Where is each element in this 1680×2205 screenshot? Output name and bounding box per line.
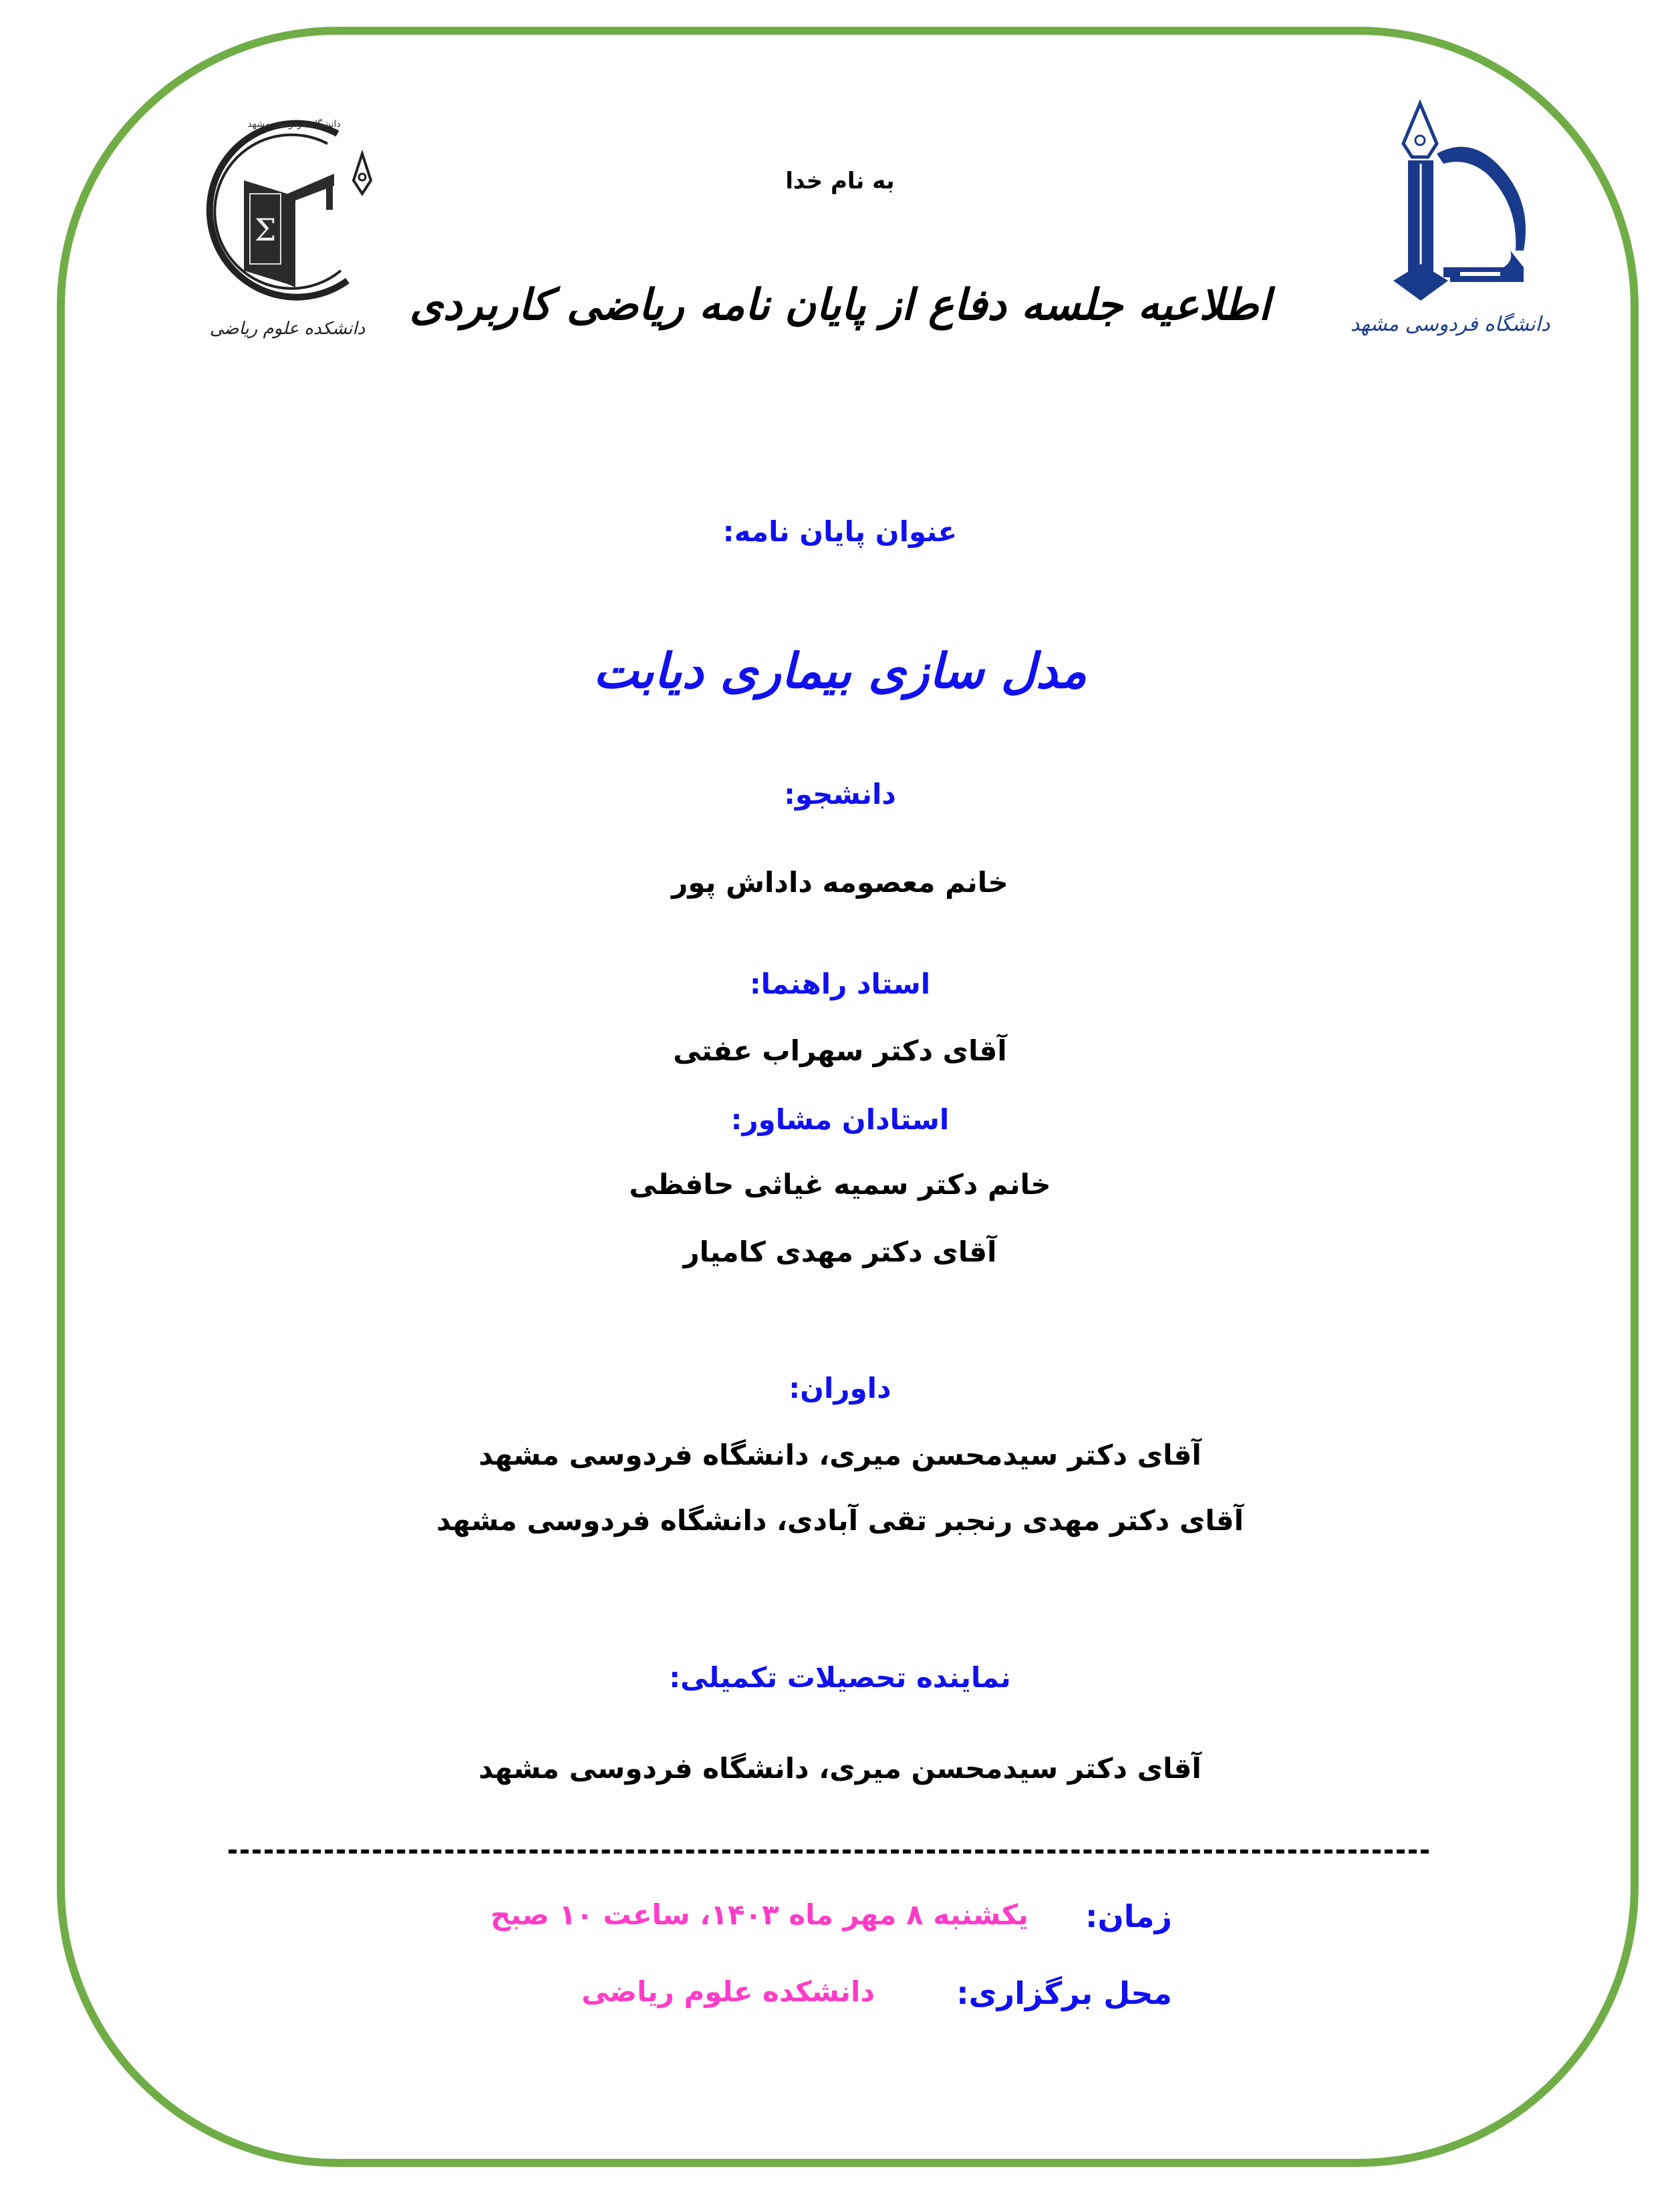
time-value: یکشنبه ۸ مهر ماه ۱۴۰۳، ساعت ۱۰ صبح — [490, 1898, 1028, 1931]
graduate-rep-name: آقای دکتر سیدمحسن میری، دانشگاه فردوسی مشهد — [478, 1752, 1202, 1785]
student-name: خانم معصومه داداش پور — [672, 866, 1008, 899]
place-label: محل برگزاری: — [956, 1975, 1172, 2011]
advisor-name: خانم دکتر سمیه غیاثی حافظی — [629, 1168, 1051, 1201]
place-value: دانشکده علوم ریاضی — [581, 1975, 875, 2008]
faculty-logo-arc-text: دانشگاه فردوسی مشهد — [247, 119, 341, 130]
student-label: دانشجو: — [784, 778, 896, 811]
thesis-title: مدل سازی بیماری دیابت — [593, 642, 1087, 699]
graduate-rep-label: نماینده تحصیلات تکمیلی: — [669, 1661, 1011, 1694]
referees-label: داوران: — [789, 1372, 891, 1405]
university-logo-text: دانشگاه فردوسی مشهد — [1350, 313, 1550, 336]
advisors-label: استادان مشاور: — [730, 1103, 950, 1136]
referee-name: آقای دکتر مهدی رنجبر تقی آبادی، دانشگاه فردوسی مشهد — [436, 1504, 1244, 1537]
thesis-title-label: عنوان پایان نامه: — [722, 515, 958, 548]
referee-name: آقای دکتر سیدمحسن میری، دانشگاه فردوسی مشهد — [478, 1439, 1202, 1471]
supervisor-name: آقای دکتر سهراب عفتی — [673, 1034, 1007, 1067]
advisor-name: آقای دکتر مهدی کامیار — [683, 1235, 997, 1268]
bismillah: به نام خدا — [785, 168, 895, 194]
time-label: زمان: — [1085, 1898, 1172, 1934]
svg-text:Σ: Σ — [254, 212, 277, 248]
supervisor-label: استاد راهنما: — [749, 968, 931, 1000]
faculty-logo-text: دانشکده علوم ریاضی — [209, 319, 366, 339]
separator-line — [229, 1850, 1429, 1854]
page-title: اطلاعیه جلسه دفاع از پایان نامه ریاضی کاربردی — [409, 280, 1271, 330]
